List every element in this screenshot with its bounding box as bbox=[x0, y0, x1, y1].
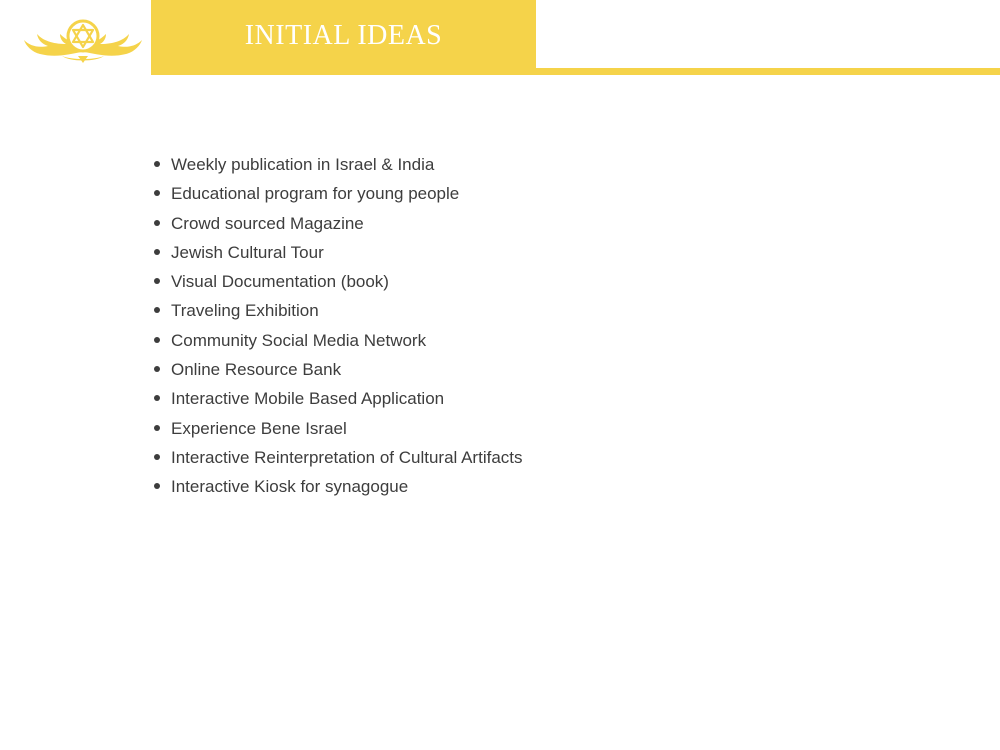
list-item bbox=[154, 150, 523, 179]
list-item-text: Interactive Mobile Based Application bbox=[171, 389, 445, 409]
bullet-icon bbox=[154, 220, 160, 226]
list-item bbox=[154, 326, 523, 355]
list-item-text: Interactive Kiosk for synagogue bbox=[171, 477, 409, 497]
bullet-icon bbox=[154, 307, 160, 313]
list-item bbox=[154, 472, 523, 501]
bullet-icon bbox=[154, 161, 160, 167]
bullet-icon bbox=[154, 278, 160, 284]
list-item-text: Traveling Exhibition bbox=[171, 301, 319, 321]
list-item-text: Experience Bene Israel bbox=[171, 418, 347, 438]
bullet-icon bbox=[154, 337, 160, 343]
list-item-text: Educational program for young people bbox=[171, 184, 460, 204]
list-item bbox=[154, 209, 523, 238]
list-item-text: Interactive Reinterpretation of Cultural Artifacts bbox=[171, 447, 523, 467]
bullet-icon bbox=[154, 483, 160, 489]
list-item-text: Community Social Media Network bbox=[171, 330, 427, 350]
list-item bbox=[154, 267, 523, 296]
ideas-list bbox=[154, 150, 523, 502]
bullet-icon bbox=[154, 366, 160, 372]
list-item bbox=[154, 384, 523, 413]
list-item bbox=[154, 355, 523, 384]
list-item-text: Online Resource Bank bbox=[171, 360, 342, 380]
list-item-text: Crowd sourced Magazine bbox=[171, 213, 364, 233]
star-of-david-ornament-icon bbox=[22, 16, 144, 64]
title-band bbox=[151, 0, 536, 75]
list-item-text: Weekly publication in Israel & India bbox=[171, 155, 435, 174]
list-item-text: Visual Documentation (book) bbox=[171, 272, 389, 292]
bullet-icon bbox=[154, 454, 160, 460]
list-item bbox=[154, 443, 523, 472]
bullet-icon bbox=[154, 395, 160, 401]
list-item-text: Jewish Cultural Tour bbox=[171, 242, 324, 262]
list-item bbox=[154, 296, 523, 325]
list-item bbox=[154, 238, 523, 267]
page-title: INITIAL IDEAS bbox=[244, 20, 443, 51]
bullet-icon bbox=[154, 425, 160, 431]
list-item bbox=[154, 179, 523, 208]
bullet-icon bbox=[154, 249, 160, 255]
bullet-icon bbox=[154, 190, 160, 196]
title-divider-rule bbox=[536, 68, 1000, 75]
list-item bbox=[154, 414, 523, 443]
